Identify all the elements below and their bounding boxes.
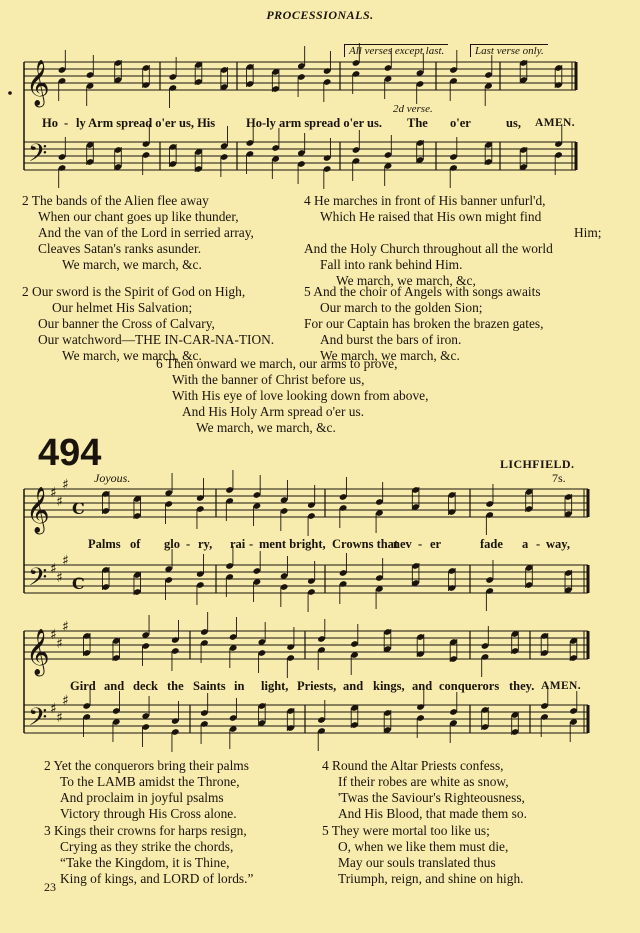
lyric-word: Saints [193, 679, 226, 693]
stanza-4: 4 He marches in front of His banner unfurl'd, Which He raised that His own might find Him; And the Holy Church throughout all the world Fall into rank behind Him. We march, we march, &c, [304, 193, 602, 288]
lyric-word: in [234, 679, 245, 693]
sharp-symbol: ♯ [56, 570, 63, 586]
sharp-symbol: ♯ [62, 619, 69, 635]
stanza-494-5: 5 They were mortal too like us; O, when we like them must die, May our souls translated thus Triumph, reign, and shine on high. [322, 823, 524, 886]
tune-name: LICHFIELD. [500, 457, 575, 471]
hymn-number: 494 [38, 432, 102, 474]
lyric-word: ry, [198, 537, 213, 551]
treble-clef: 𝄞 [26, 487, 50, 533]
lyric-word: the [167, 679, 184, 693]
bass-clef: 𝄢 [28, 563, 48, 598]
sharp-symbol: ♯ [62, 693, 69, 709]
stanza-494-2: 2 Yet the conquerors bring their palms To the LAMB amidst the Throne, And proclaim in joyful psalms Victory through His Cross alone. [44, 758, 249, 821]
lyric-word: kings, [373, 679, 405, 693]
sharp-symbol: ♯ [50, 701, 57, 717]
lyric-word: Palms [88, 537, 121, 551]
verse-label: 2d verse. [393, 103, 433, 115]
stanza-2b: 2 Our sword is the Spirit of God on High, Our helmet His Salvation; Our banner the Cross of Calvary, Our watchword—THE IN-CAR-NA-TION. We march, we march, &c. [22, 284, 275, 363]
time-signature: C [72, 499, 85, 518]
stanza-2a: 2 The bands of the Alien flee away When our chant goes up like thunder, And the van of the Lord in serried array, Cleaves Satan's ranks asunder. We march, we march, &c. [22, 193, 254, 272]
lyric-word: they. [509, 679, 535, 693]
lyric-word: - [249, 537, 254, 551]
time-signature: C [72, 574, 85, 593]
lyric-word: er [430, 537, 442, 551]
lyric-word: of [130, 537, 141, 551]
sharp-symbol: ♯ [50, 485, 57, 501]
all-verses-note: All verses except last. [344, 44, 448, 57]
lyric-word: - [64, 116, 69, 130]
amen-label: AMEN. [535, 117, 576, 129]
sharp-symbol: ♯ [56, 494, 63, 510]
sharp-symbol: ♯ [50, 561, 57, 577]
amen-label: AMEN. [541, 680, 582, 692]
stanza-494-3: 3 Kings their crowns for harps resign, Crying as they strike the chords, “Take the Kingdom, it is Thine, King of kings, and LORD of lords.” [44, 823, 254, 886]
lyric-word: Crowns that [332, 537, 399, 551]
meter-label: 7s. [552, 471, 566, 485]
stanza-494-4: 4 Round the Altar Priests confess, If their robes are white as snow, 'Twas the Saviour's Righteousness, And His Blood, that made them so. [322, 758, 527, 821]
lyric-word: conquerors [439, 679, 500, 693]
sharp-symbol: ♯ [62, 553, 69, 569]
lyric-word: way, [546, 537, 570, 551]
lyric-word: - [186, 537, 191, 551]
lyric-word: glo [164, 537, 180, 551]
treble-clef: 𝄞 [26, 629, 50, 675]
lyric-word: The [407, 116, 428, 130]
lyric-word: - [536, 537, 541, 551]
lyric-word: light, [261, 679, 289, 693]
page-header: PROCESSIONALS. [266, 8, 374, 22]
lyric-word: and [343, 679, 364, 693]
lyric-word: and [412, 679, 433, 693]
lyric-word: - [418, 537, 423, 551]
lyric-word: Ho [42, 116, 58, 130]
lyric-word: rai [230, 537, 246, 551]
last-verse-note: Last verse only. [470, 44, 548, 57]
lyric-word: a [522, 537, 529, 551]
bass-clef: 𝄢 [28, 703, 48, 738]
lyric-word: and [104, 679, 125, 693]
lyric-word: Ho-ly arm spread o'er us. [246, 116, 382, 130]
sharp-symbol: ♯ [62, 477, 69, 493]
sharp-symbol: ♯ [50, 627, 57, 643]
lyric-word: o'er [450, 116, 471, 130]
bass-clef: 𝄢 [28, 139, 48, 174]
lyric-word: ly Arm spread o'er us, His [76, 116, 216, 130]
lyric-word: us, [506, 116, 521, 130]
stanza-6: 6 Then onward we march, our arms to prove, With the banner of Christ before us, With His eye of love looking down from above, And His Holy Arm spread o'er us. We march, we march, &c. [156, 356, 429, 435]
lyric-word: nev [393, 537, 412, 551]
treble-clef: 𝄞 [26, 60, 50, 106]
lyric-word: Priests, [297, 679, 337, 693]
sharp-symbol: ♯ [56, 710, 63, 726]
lyric-word: deck [133, 679, 158, 693]
ink-dot [8, 91, 12, 95]
lyric-word: ment bright, [259, 537, 326, 551]
tempo-marking: Joyous. [94, 471, 131, 485]
page-number: 23 [44, 880, 56, 894]
lyric-word: Gird [70, 679, 96, 693]
lyric-word: fade [480, 537, 503, 551]
stanza-5: 5 And the choir of Angels with songs awaits Our march to the golden Sion; For our Captain has broken the brazen gates, And burst the bars of iron. We march, we march, &c. [304, 284, 544, 363]
sharp-symbol: ♯ [56, 636, 63, 652]
